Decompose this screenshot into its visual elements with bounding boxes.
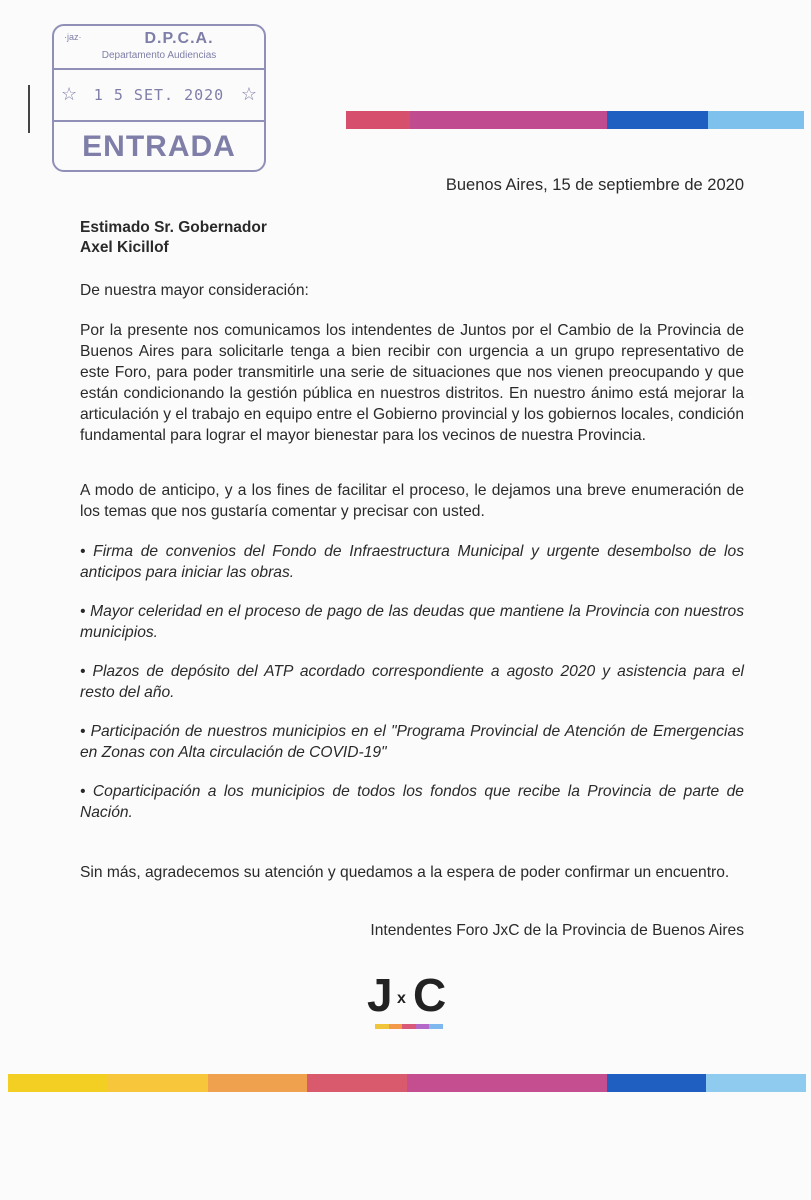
top-bar-segment [410,111,607,129]
stamp-header [54,26,264,70]
bottom-color-bar [8,1074,806,1092]
addressee [80,218,267,258]
body-paragraph-1: Por la presente nos comunicamos los intendentes de Juntos por el Cambio de la Provincia de Buenos Aires para solicitarle tenga a bien recibir con urgencia a un grupo representativo de este Foro, para poder transmitirle una serie de situaciones que nos vienen preocupando y que están condicionando la gestión pública en nuestros distritos. En nuestro ánimo está mejorar la articulación y el trabajo en equipo entre el Gobierno provincial y los gobiernos locales, condición fundamental para lograr el mayor bienestar para los vecinos de nuestra Provincia. [80,322,744,444]
top-bar-segment [346,111,410,129]
logo-stripe-segment [416,1024,430,1029]
closing-paragraph: Sin más, agradecemos su atención y quedamos a la espera de poder confirmar un encuentro. [80,864,730,881]
logo-letter-c: C [413,969,447,1021]
top-color-bar [346,111,804,129]
bottom-bar-segment [607,1074,707,1092]
stamp-organization: D.P.C.A. [144,30,214,47]
list-item: • Participación de nuestros municipios en el "Programa Provincial de Atención de Emergencias en Zonas con Alta circulación de COVID-19" [80,723,744,761]
date-line: Buenos Aires, 15 de septiembre de 2020 [445,176,744,194]
top-bar-segment [607,111,708,129]
star-icon: ☆ [240,84,257,104]
stamp-status: ENTRADA [82,130,236,163]
logo-letter-x: x [397,990,406,1007]
bottom-bar-segment [407,1074,607,1092]
signature-line: Intendentes Foro JxC de la Provincia de Buenos Aires [370,922,744,939]
logo-stripe-segment [389,1024,403,1029]
greeting: De nuestra mayor consideración: [80,282,309,299]
logo-stripe-segment [402,1024,416,1029]
jxc-logo [367,968,453,1032]
list-item: • Mayor celeridad en el proceso de pago de las deudas que mantiene la Provincia con nuestros municipios. [80,603,744,641]
list-item: • Coparticipación a los municipios de todos los fondos que recibe la Provincia de parte de Nación. [80,783,744,821]
addressee-name: Axel Kicillof [80,239,169,256]
bottom-bar-segment [307,1074,407,1092]
bottom-bar-segment [8,1074,108,1092]
list-item: • Plazos de depósito del ATP acordado correspondiente a agosto 2020 y asistencia para el resto del año. [80,663,744,701]
star-icon: ☆ [61,84,78,104]
stamp-date: 1 5 SET. 2020 [93,86,225,104]
stamp-date-row [54,70,264,122]
pen-mark [28,85,30,133]
logo-stripe-segment [375,1024,389,1029]
bottom-bar-segment [108,1074,208,1092]
addressee-title: Estimado Sr. Gobernador [80,219,267,236]
body-paragraph-2: A modo de anticipo, y a los fines de facilitar el proceso, le dejamos una breve enumeración de los temas que nos gustaría comentar y precisar con usted. [80,482,744,520]
list-item: • Firma de convenios del Fondo de Infraestructura Municipal y urgente desembolso de los anticipos para iniciar las obras. [80,543,744,581]
stamp-department: Departamento Audiencias [101,50,217,61]
top-bar-segment [708,111,804,129]
bottom-bar-segment [706,1074,806,1092]
logo-stripe-segment [429,1024,443,1029]
reception-stamp [52,24,266,172]
logo-letter-j: J [367,969,393,1021]
logo-color-stripe [375,1024,443,1029]
bottom-bar-segment [208,1074,308,1092]
stamp-mark: ·jaz· [64,32,82,42]
